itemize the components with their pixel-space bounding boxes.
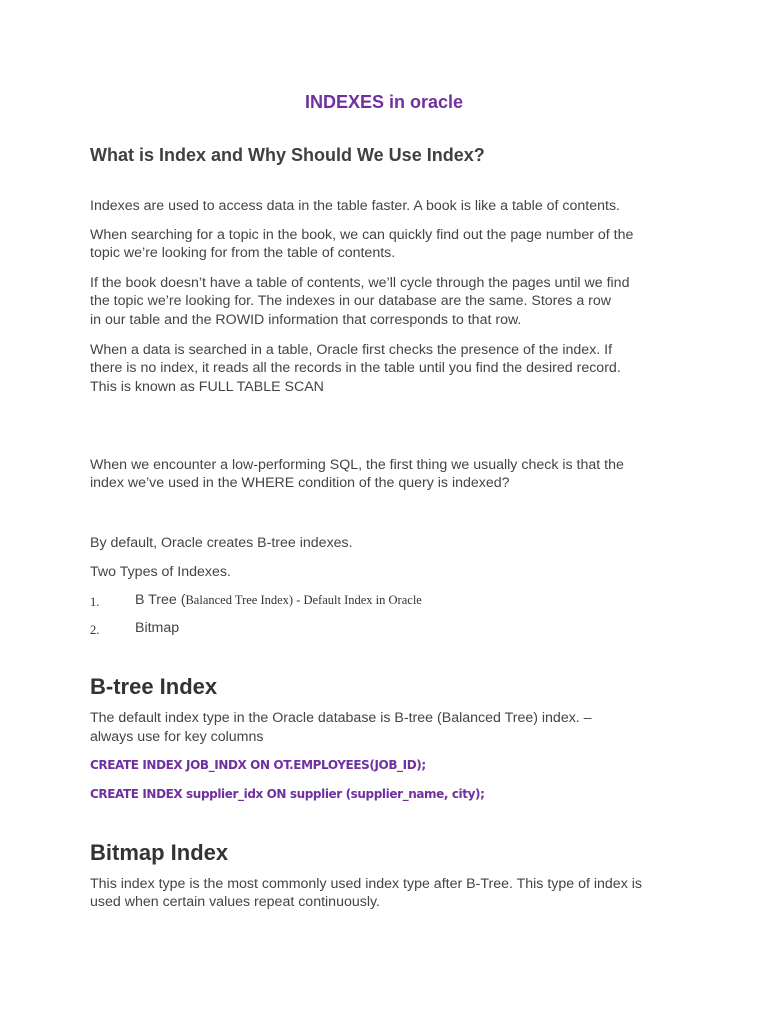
list-number: 1. <box>90 595 100 609</box>
code-line-1: CREATE INDEX JOB_INDX ON OT.EMPLOYEES(JOB_ID); <box>90 758 426 772</box>
paragraph-toc-2: the topic we’re looking for. The indexes in our database are the same. Stores a row <box>90 293 612 309</box>
question-heading: What is Index and Why Should We Use Index? <box>90 145 485 165</box>
paragraph-book-2: topic we’re looking for from the table of contents. <box>90 245 396 261</box>
paragraph-two-types: Two Types of Indexes. <box>90 564 231 580</box>
list-number: 2. <box>90 623 100 637</box>
list-detail: Balanced Tree Index) - Default Index in Oracle <box>185 593 422 607</box>
list-item <box>90 592 690 612</box>
paragraph-sql-1: When we encounter a low-performing SQL, the first thing we usually check is that the <box>90 457 624 473</box>
paragraph-book-1: When searching for a topic in the book, we can quickly find out the page number of the <box>90 227 634 243</box>
paragraph-search-1: When a data is searched in a table, Oracle first checks the presence of the index. If <box>90 342 613 358</box>
paragraph-search-3: This is known as FULL TABLE SCAN <box>90 379 324 395</box>
paragraph-default: By default, Oracle creates B-tree indexes. <box>90 535 353 551</box>
paragraph-intro: Indexes are used to access data in the table faster. A book is like a table of contents. <box>90 198 620 214</box>
paragraph-sql-2: index we’ve used in the WHERE condition of the query is indexed? <box>90 475 510 491</box>
btree-heading: B-tree Index <box>90 674 218 699</box>
paragraph-btree-2: always use for key columns <box>90 729 264 745</box>
paragraph-bitmap-2: used when certain values repeat continuously. <box>90 894 380 910</box>
list-label: B Tree ( <box>135 592 186 608</box>
paragraph-toc-3: in our table and the ROWID information that corresponds to that row. <box>90 312 522 328</box>
bitmap-heading: Bitmap Index <box>90 840 229 865</box>
code-line-2: CREATE INDEX supplier_idx ON supplier (supplier_name, city); <box>90 787 485 801</box>
document-title: INDEXES in oracle <box>304 92 464 112</box>
list-label: Bitmap <box>135 620 180 636</box>
paragraph-search-2: there is no index, it reads all the records in the table until you find the desired record. <box>90 360 621 376</box>
paragraph-btree-1: The default index type in the Oracle database is B-tree (Balanced Tree) index. – <box>90 710 592 726</box>
paragraph-toc-1: If the book doesn’t have a table of contents, we’ll cycle through the pages until we find <box>90 275 630 291</box>
paragraph-bitmap-1: This index type is the most commonly used index type after B-Tree. This type of index is <box>90 876 642 892</box>
list-item <box>90 620 690 640</box>
